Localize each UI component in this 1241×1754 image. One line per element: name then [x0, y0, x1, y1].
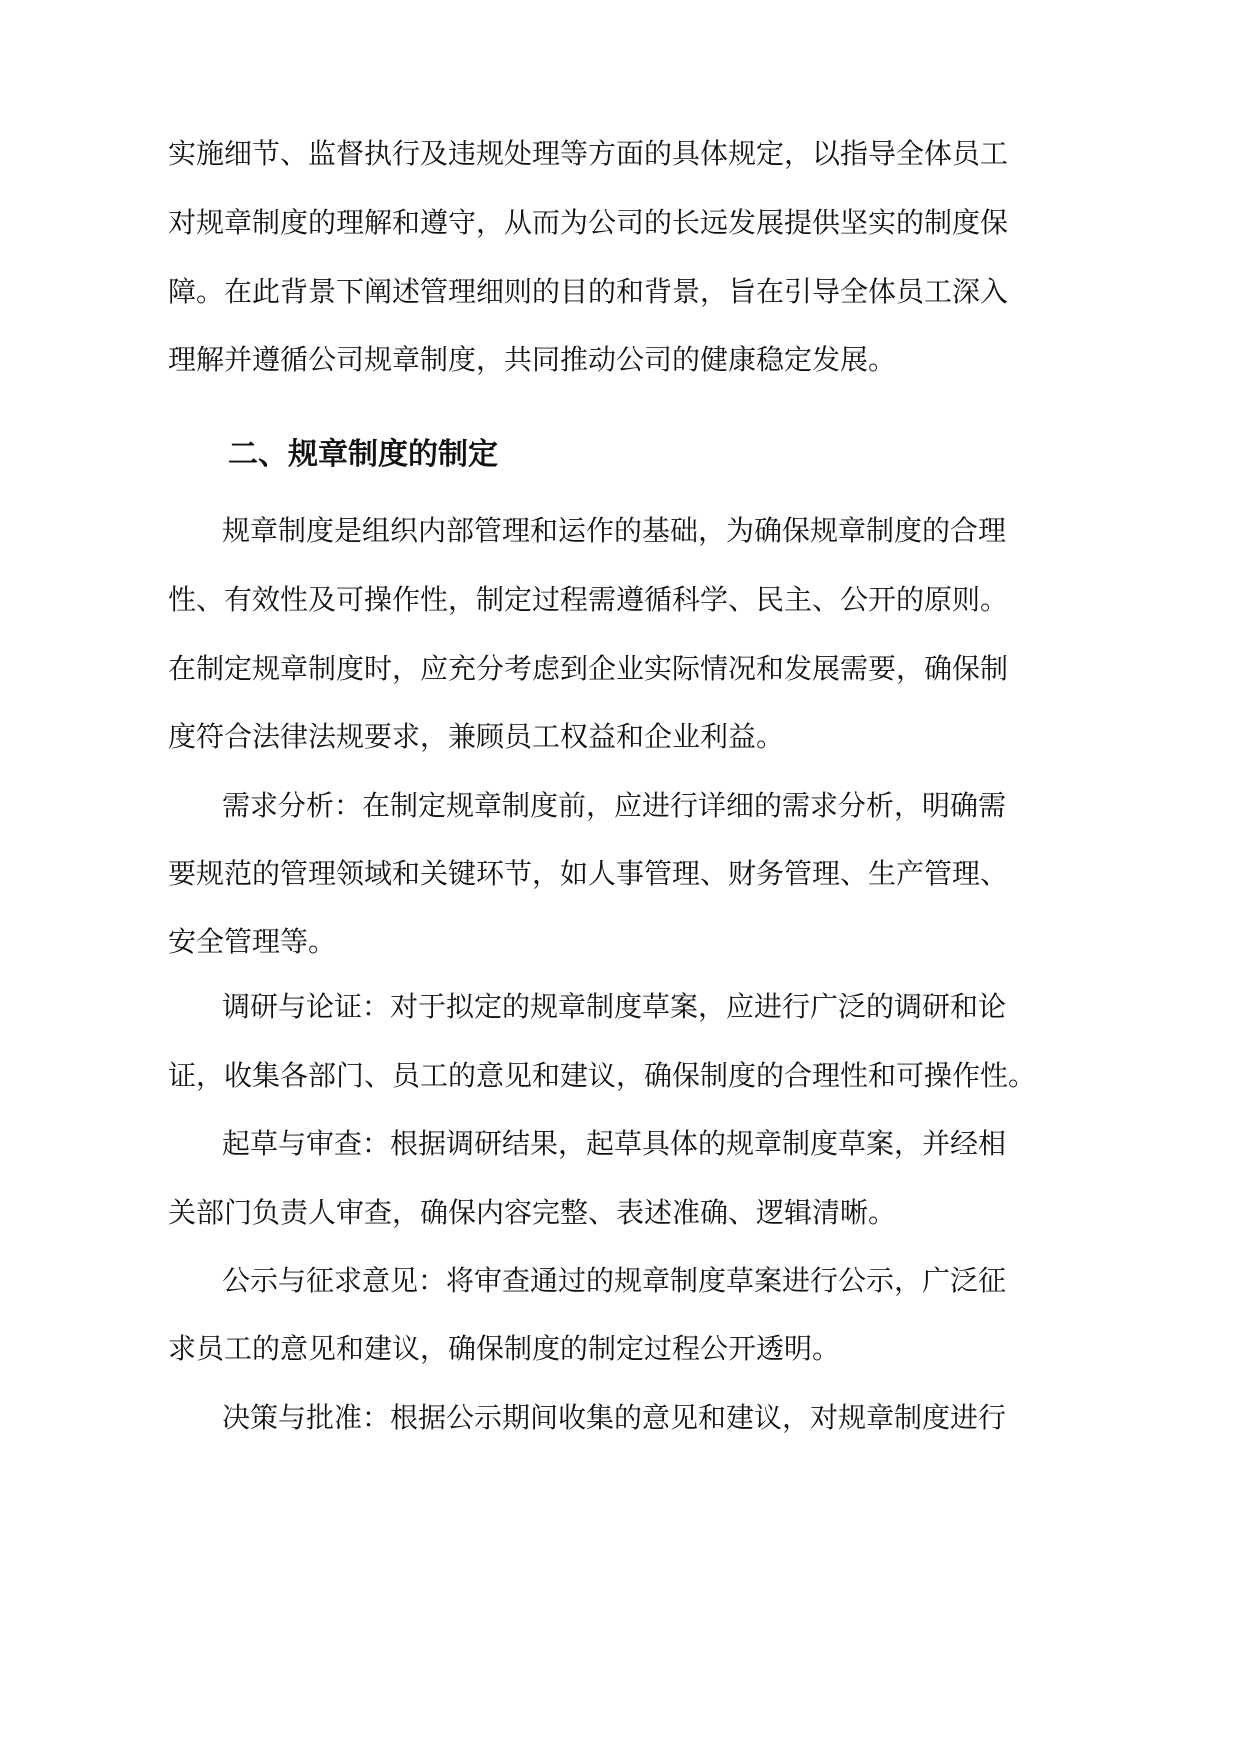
- paragraph-line: 决策与批准：根据公示期间收集的意见和建议，对规章制度进行: [222, 1401, 1007, 1434]
- paragraph-line: 公示与征求意见：将审查通过的规章制度草案进行公示，广泛征: [222, 1264, 1007, 1297]
- paragraph-line: 关部门负责人审查，确保内容完整、表述准确、逻辑清晰。: [168, 1196, 897, 1229]
- section-heading: 二、规章制度的制定: [228, 437, 498, 472]
- paragraph-line: 起草与审查：根据调研结果，起草具体的规章制度草案，并经相: [222, 1127, 1007, 1160]
- paragraph-line: 规章制度是组织内部管理和运作的基础，为确保规章制度的合理: [222, 514, 1007, 547]
- paragraph-line: 在制定规章制度时，应充分考虑到企业实际情况和发展需要，确保制: [168, 652, 1009, 685]
- intro-line: 对规章制度的理解和遵守，从而为公司的长远发展提供坚实的制度保: [168, 206, 1009, 239]
- paragraph-line: 调研与论证：对于拟定的规章制度草案，应进行广泛的调研和论: [222, 990, 1007, 1023]
- paragraph-line: 要规范的管理领域和关键环节，如人事管理、财务管理、生产管理、: [168, 857, 1009, 890]
- paragraph-line: 证，收集各部门、员工的意见和建议，确保制度的合理性和可操作性。: [168, 1059, 1037, 1092]
- paragraph-line: 需求分析：在制定规章制度前，应进行详细的需求分析，明确需: [222, 789, 1007, 822]
- paragraph-line: 度符合法律法规要求，兼顾员工权益和企业利益。: [168, 720, 785, 753]
- paragraph-line: 安全管理等。: [168, 925, 337, 958]
- paragraph-line: 求员工的意见和建议，确保制度的制定过程公开透明。: [168, 1332, 841, 1365]
- intro-line: 理解并遵循公司规章制度，共同推动公司的健康稳定发展。: [168, 343, 897, 376]
- intro-line: 障。在此背景下阐述管理细则的目的和背景，旨在引导全体员工深入: [168, 275, 1009, 308]
- intro-line: 实施细节、监督执行及违规处理等方面的具体规定，以指导全体员工: [168, 137, 1009, 170]
- paragraph-line: 性、有效性及可操作性，制定过程需遵循科学、民主、公开的原则。: [168, 583, 1009, 616]
